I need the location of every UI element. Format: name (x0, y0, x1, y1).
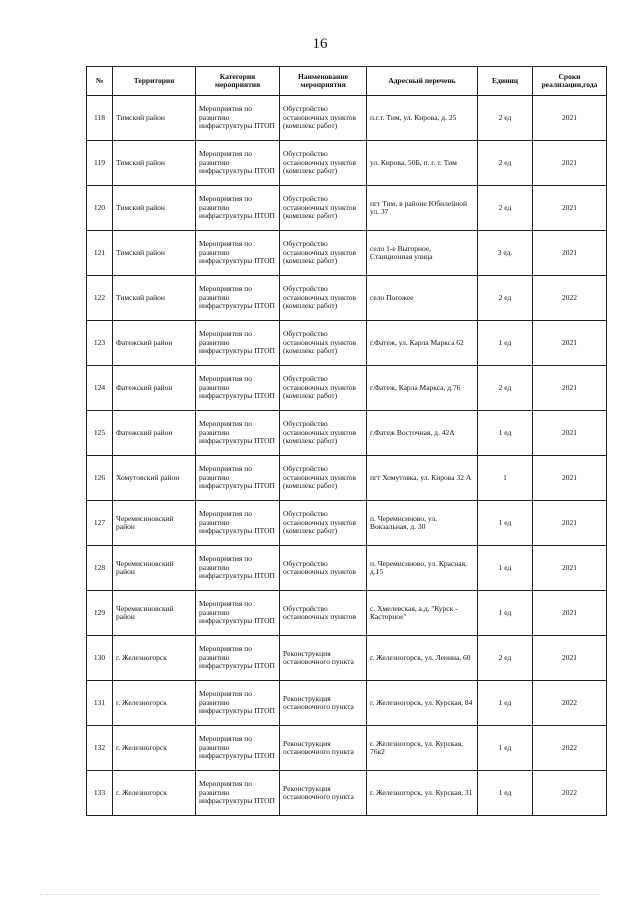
cell-category: Мероприятия по развитию инфраструктуры ПТОП (196, 726, 280, 771)
cell-address: п. Черемисиново, ул. Красная, д.15 (367, 546, 478, 591)
table-row (87, 681, 607, 726)
cell-address: с. Хмелевская, а.д. "Курск - Касторное" (367, 591, 478, 636)
cell-territory: Хомутовский район (113, 456, 196, 501)
cell-deadline: 2022 (533, 771, 607, 816)
cell-territory: Фатежский район (113, 321, 196, 366)
cell-territory: г. Железногорск (113, 726, 196, 771)
cell-address: г.Фатеж Восточная, д. 42А (367, 411, 478, 456)
cell-category: Мероприятия по развитию инфраструктуры ПТОП (196, 186, 280, 231)
cell-measure-name: Реконструкция остановочного пункта (280, 726, 367, 771)
cell-territory: Тимский район (113, 276, 196, 321)
table-row (87, 186, 607, 231)
cell-category: Мероприятия по развитию инфраструктуры ПТОП (196, 141, 280, 186)
cell-deadline: 2021 (533, 591, 607, 636)
cell-measure-name: Обустройство остановочных пунктов (комплекс работ) (280, 321, 367, 366)
cell-units: 1 ед (478, 726, 533, 771)
cell-units: 1 ед (478, 591, 533, 636)
cell-units: 2 ед (478, 636, 533, 681)
cell-address: г.Фатеж, Карла Маркса, д.76 (367, 366, 478, 411)
table-row (87, 636, 607, 681)
cell-deadline: 2021 (533, 321, 607, 366)
table-row (87, 546, 607, 591)
scan-edge-top (0, 0, 640, 8)
cell-number: 125 (87, 411, 113, 456)
table-row (87, 411, 607, 456)
cell-measure-name: Обустройство остановочных пунктов (комплекс работ) (280, 231, 367, 276)
cell-number: 130 (87, 636, 113, 681)
cell-deadline: 2022 (533, 276, 607, 321)
cell-number: 129 (87, 591, 113, 636)
cell-units: 1 ед (478, 681, 533, 726)
cell-number: 120 (87, 186, 113, 231)
table-row (87, 231, 607, 276)
cell-deadline: 2021 (533, 501, 607, 546)
cell-measure-name: Обустройство остановочных пунктов (комплекс работ) (280, 501, 367, 546)
cell-units: 2 ед (478, 276, 533, 321)
cell-category: Мероприятия по развитию инфраструктуры ПТОП (196, 546, 280, 591)
cell-address: ул. Кирова, 50Б, п. г. т. Тим (367, 141, 478, 186)
cell-measure-name: Обустройство остановочных пунктов (комплекс работ) (280, 276, 367, 321)
cell-category: Мероприятия по развитию инфраструктуры ПТОП (196, 231, 280, 276)
table-row (87, 501, 607, 546)
cell-address: пгт Хомутовка, ул. Кирова 32 А (367, 456, 478, 501)
header-number: № (87, 67, 113, 96)
cell-measure-name: Обустройство остановочных пунктов (комплекс работ) (280, 366, 367, 411)
cell-units: 1 (478, 456, 533, 501)
cell-number: 121 (87, 231, 113, 276)
cell-units: 1 ед (478, 546, 533, 591)
cell-units: 1 ед (478, 411, 533, 456)
cell-category: Мероприятия по развитию инфраструктуры ПТОП (196, 96, 280, 141)
cell-measure-name: Обустройство остановочных пунктов (комплекс работ) (280, 141, 367, 186)
cell-address: село Погожее (367, 276, 478, 321)
cell-measure-name: Обустройство остановочных пунктов (комплекс работ) (280, 411, 367, 456)
cell-units: 2 ед (478, 96, 533, 141)
cell-number: 123 (87, 321, 113, 366)
cell-deadline: 2021 (533, 141, 607, 186)
table-row (87, 141, 607, 186)
cell-units: 2 ед (478, 186, 533, 231)
cell-deadline: 2021 (533, 411, 607, 456)
cell-address: п. Черемисиново, ул. Вокзальная, д. 30 (367, 501, 478, 546)
table-row (87, 276, 607, 321)
cell-measure-name: Обустройство остановочных пунктов (комплекс работ) (280, 186, 367, 231)
measures-table (86, 66, 607, 816)
cell-number: 132 (87, 726, 113, 771)
cell-territory: Черемисиновский район (113, 591, 196, 636)
cell-number: 131 (87, 681, 113, 726)
cell-deadline: 2021 (533, 636, 607, 681)
cell-territory: г. Железногорск (113, 771, 196, 816)
cell-measure-name: Реконструкция остановочного пункта (280, 681, 367, 726)
cell-deadline: 2021 (533, 231, 607, 276)
page-number: 16 (312, 36, 328, 52)
cell-territory: г. Железногорск (113, 681, 196, 726)
cell-measure-name: Обустройство остановочных пунктов (280, 546, 367, 591)
header-units: Единиц (478, 67, 533, 96)
cell-measure-name: Реконструкция остановочного пункта (280, 771, 367, 816)
cell-category: Мероприятия по развитию инфраструктуры ПТОП (196, 501, 280, 546)
cell-address: село 1-е Выгорное, Станционная улица (367, 231, 478, 276)
cell-category: Мероприятия по развитию инфраструктуры ПТОП (196, 771, 280, 816)
cell-address: г.Фатеж, ул. Карла Маркса 62 (367, 321, 478, 366)
table-row (87, 456, 607, 501)
cell-category: Мероприятия по развитию инфраструктуры ПТОП (196, 411, 280, 456)
cell-territory: Тимский район (113, 186, 196, 231)
cell-territory: Тимский район (113, 141, 196, 186)
cell-territory: Тимский район (113, 231, 196, 276)
cell-units: 1 ед (478, 321, 533, 366)
table-row (87, 366, 607, 411)
cell-territory: Тимский район (113, 96, 196, 141)
cell-units: 1 ед (478, 771, 533, 816)
header-address: Адресный перечень (367, 67, 478, 96)
cell-territory: Фатежский район (113, 366, 196, 411)
cell-category: Мероприятия по развитию инфраструктуры ПТОП (196, 591, 280, 636)
cell-category: Мероприятия по развитию инфраструктуры ПТОП (196, 636, 280, 681)
cell-territory: Черемисиновский район (113, 546, 196, 591)
cell-measure-name: Обустройство остановочных пунктов (комплекс работ) (280, 456, 367, 501)
cell-units: 1 ед (478, 501, 533, 546)
cell-territory: Черемисиновский район (113, 501, 196, 546)
cell-territory: г. Железногорск (113, 636, 196, 681)
cell-number: 118 (87, 96, 113, 141)
cell-number: 126 (87, 456, 113, 501)
cell-category: Мероприятия по развитию инфраструктуры ПТОП (196, 366, 280, 411)
cell-deadline: 2021 (533, 456, 607, 501)
cell-address: г. Железногорск, ул. Курская, 84 (367, 681, 478, 726)
cell-deadline: 2022 (533, 681, 607, 726)
cell-measure-name: Реконструкция остановочного пункта (280, 636, 367, 681)
header-measure-name: Наименование мероприятия (280, 67, 367, 96)
cell-category: Мероприятия по развитию инфраструктуры ПТОП (196, 681, 280, 726)
cell-address: пгт Тим, в районе Юбилейной ул. 37 (367, 186, 478, 231)
table-row (87, 726, 607, 771)
cell-measure-name: Обустройство остановочных пунктов (280, 591, 367, 636)
cell-number: 133 (87, 771, 113, 816)
cell-deadline: 2021 (533, 96, 607, 141)
cell-address: г. Железногорск, ул. Курская, 31 (367, 771, 478, 816)
cell-units: 2 ед (478, 141, 533, 186)
cell-deadline: 2021 (533, 186, 607, 231)
table-row (87, 591, 607, 636)
cell-deadline: 2021 (533, 546, 607, 591)
cell-number: 124 (87, 366, 113, 411)
cell-number: 119 (87, 141, 113, 186)
header-territory: Территория (113, 67, 196, 96)
cell-units: 3 ед. (478, 231, 533, 276)
cell-address: п.г.т. Тим, ул. Кирова, д. 25 (367, 96, 478, 141)
cell-address: г. Железногорск, ул. Курская, 76к2 (367, 726, 478, 771)
cell-territory: Фатежский район (113, 411, 196, 456)
table-row (87, 771, 607, 816)
cell-category: Мероприятия по развитию инфраструктуры ПТОП (196, 456, 280, 501)
cell-deadline: 2022 (533, 726, 607, 771)
cell-number: 128 (87, 546, 113, 591)
cell-category: Мероприятия по развитию инфраструктуры ПТОП (196, 276, 280, 321)
cell-units: 2 ед (478, 366, 533, 411)
cell-number: 127 (87, 501, 113, 546)
cell-measure-name: Обустройство остановочных пунктов (комплекс работ) (280, 96, 367, 141)
scan-edge-bottom (40, 894, 600, 905)
cell-deadline: 2021 (533, 366, 607, 411)
table-header-row (87, 67, 607, 96)
cell-address: г. Железногорск, ул. Ленина, 60 (367, 636, 478, 681)
header-deadline: Сроки реализации,года (533, 67, 607, 96)
cell-number: 122 (87, 276, 113, 321)
table-row (87, 321, 607, 366)
header-category: Категория мероприятия (196, 67, 280, 96)
cell-category: Мероприятия по развитию инфраструктуры ПТОП (196, 321, 280, 366)
table-row (87, 96, 607, 141)
